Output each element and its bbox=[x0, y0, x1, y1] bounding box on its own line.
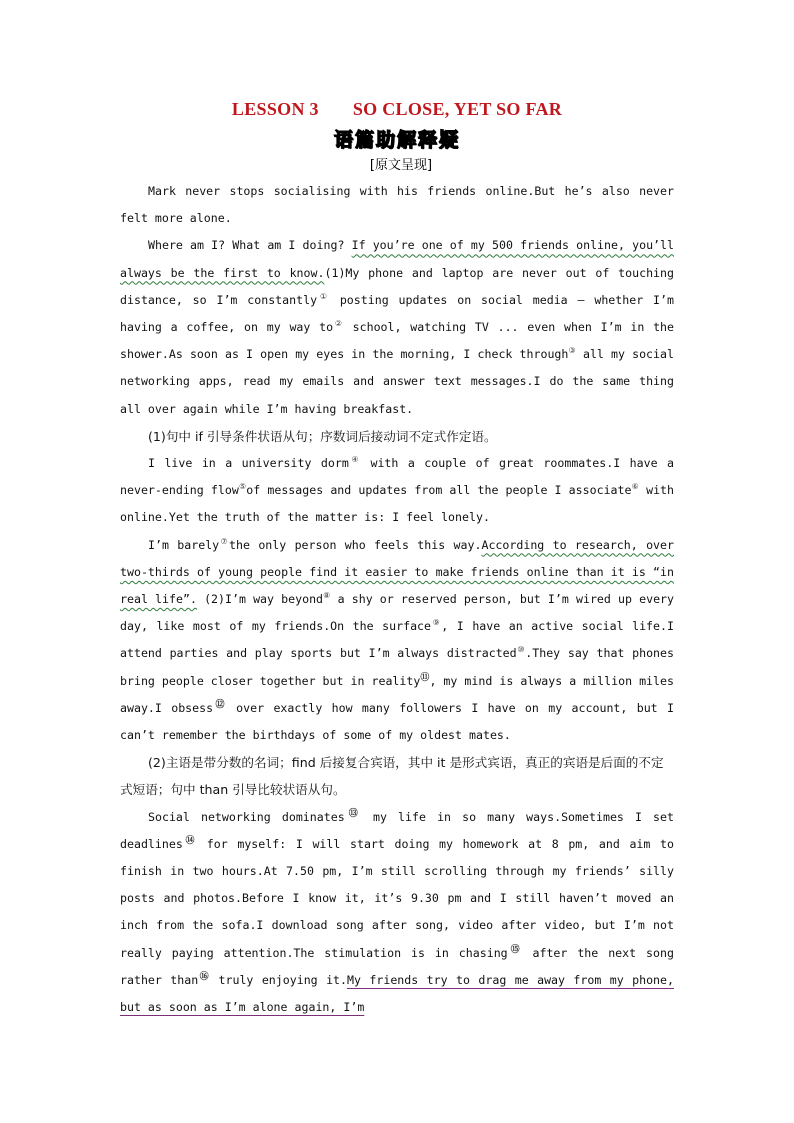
lesson-number: LESSON 3 bbox=[231, 99, 319, 119]
text-run: I’m barely bbox=[148, 537, 220, 552]
annotation-marker: ⑥ bbox=[631, 482, 639, 492]
annotation-marker: ⑧ bbox=[323, 591, 331, 601]
annotation-marker: ⑦ bbox=[219, 536, 230, 546]
text-run: (2)I’m way beyond bbox=[196, 592, 324, 607]
underlined-sentence: If you’re one of my 500 friends online, you’ll always be the first to know. bbox=[120, 238, 674, 280]
text-run: (1)My phone and laptop are never out of touching distance, so I’m constantly bbox=[120, 265, 674, 307]
grammar-note-2: (2)主语是带分数的名词；find 后接复合宾语，其中 it 是形式宾语，真正的宾语是后面的不定式短语；句中 than 引导比较状语从句。 bbox=[120, 755, 664, 798]
underlined-sentence: My friends try to drag me away from my phone, but as soon as I’m alone again, I’m bbox=[120, 972, 674, 1015]
text-run: with a couple of great roommates.I have a never-ending flow bbox=[120, 456, 674, 498]
text-run: over exactly how many followers I have on my account, but I can’t remember the birthdays of some of my oldest mates. bbox=[120, 700, 674, 743]
annotation-marker: ⑬ bbox=[344, 808, 362, 819]
paragraph-1: Mark never stops socialising with his friends online.But he’s also never felt more alone. bbox=[120, 184, 674, 226]
grammar-note-1: (1)句中 if 引导条件状语从句；序数词后接动词不定式作定语。 bbox=[148, 428, 497, 444]
lesson-name: SO CLOSE, YET SO FAR bbox=[352, 99, 563, 119]
annotation-marker: ⑨ bbox=[431, 618, 442, 628]
text-run: , I have an active social life.I attend parties and play sports but I’m always distracted bbox=[120, 619, 674, 661]
paragraph-5 bbox=[120, 804, 674, 1022]
text-run: Where am I? What am I doing? bbox=[148, 238, 352, 253]
text-run: for myself: I will start doing my homework at 8 pm, and aim to finish in two hours.At 7.50 pm, I’m still scrolling through my friends’ silly posts and photos.Before I know it, it’s 9.30 pm and I still haven’t moved an inch from the sofa.I download song after song, video after video, but I’m not really paying attention.The stimulation is in chasing bbox=[120, 836, 674, 960]
annotation-marker: ⑤ bbox=[238, 482, 247, 492]
text-run: the only person who feels this way. bbox=[229, 537, 482, 552]
text-run: with online.Yet the truth of the matter is: I feel lonely. bbox=[120, 483, 675, 525]
text-run: Social networking dominates bbox=[148, 809, 345, 824]
annotation-marker: ⑭ bbox=[182, 836, 198, 847]
paragraph-4 bbox=[120, 532, 674, 750]
text-run: posting updates on social media — whether I’m having a coffee, on my way to bbox=[120, 292, 674, 335]
paragraph-3 bbox=[120, 450, 674, 532]
text-run: all my social networking apps, read my emails and answer text messages.I do the same thing all over again while I’m having breakfast. bbox=[120, 347, 674, 416]
annotation-marker: ⑯ bbox=[198, 972, 211, 983]
text-run: truly enjoying it. bbox=[210, 972, 348, 987]
annotation-marker: ① bbox=[317, 291, 330, 301]
text-run: after the next song rather than bbox=[120, 945, 674, 987]
text-run: my life in so many ways.Sometimes I set deadlines bbox=[120, 809, 674, 851]
sub-label: [原文呈现] bbox=[369, 158, 433, 173]
text-run: I live in a university dorm bbox=[148, 456, 349, 471]
text-run: , my mind is always a million miles away.I obsess bbox=[120, 673, 674, 715]
annotation-marker: ② bbox=[333, 319, 344, 329]
text-run: school, watching TV ... even when I’m in the shower.As soon as I open my eyes in the morning, I check through bbox=[120, 320, 675, 362]
section-title bbox=[120, 126, 674, 154]
annotation-marker: ⑩ bbox=[516, 645, 526, 655]
text-run: of messages and updates from all the people I associate bbox=[246, 483, 632, 498]
annotation-marker: ⑫ bbox=[213, 700, 227, 710]
annotation-marker: ⑮ bbox=[507, 944, 523, 955]
annotation-marker: ④ bbox=[348, 455, 361, 465]
lesson-title bbox=[120, 96, 674, 122]
document-page bbox=[120, 96, 674, 1021]
text-run: .They say that phones bring people closer together but in reality bbox=[120, 646, 674, 688]
underlined-sentence: According to research, over two-thirds of young people find it easier to make friends online than it is “in real life”. bbox=[120, 537, 674, 607]
annotation-marker: ③ bbox=[568, 346, 576, 356]
annotation-marker: ⑪ bbox=[420, 672, 430, 683]
section-title-text: 语篇助解释疑 bbox=[333, 129, 460, 151]
paragraph-2 bbox=[120, 232, 674, 422]
text-run: a shy or reserved person, but I’m wired up every day, like most of my friends.On the surface bbox=[120, 592, 675, 634]
